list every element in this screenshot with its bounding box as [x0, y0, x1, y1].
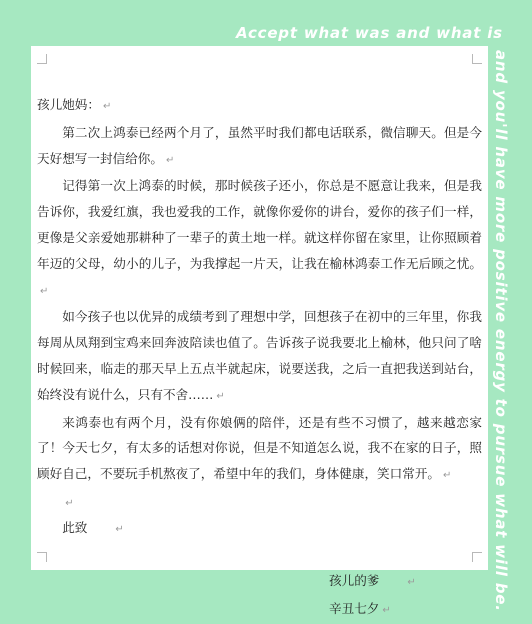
- paragraph-mark-icon: ↵: [407, 577, 416, 589]
- paragraph-mark-icon: ↵: [443, 470, 452, 482]
- letter-closing: 此致 ↵: [62, 519, 124, 535]
- letter-paragraph: 记得第一次上鸿泰的时候，那时候孩子还小，你总是不愿意让我来，但是我告诉你，我爱红旗，我也爱我的工作，就像你爱你的讲台，爱你的孩子们一样，更像是父亲爱她那耕种了一辈子的黄土地一样。就这样你留在家里，让你照顾着年迈的父母，幼小的儿子，为我撑起一片天，让我在榆林鸿泰工作无后顾之忧。↵: [37, 178, 482, 297]
- empty-line: [37, 489, 482, 515]
- margin-corner-mark: [37, 54, 47, 64]
- paragraph-mark-icon: ↵: [115, 523, 124, 535]
- paragraph-mark-icon: ↵: [165, 154, 175, 166]
- paragraph-mark-icon: ↵: [40, 285, 49, 297]
- letter-paragraph: 第二次上鸿泰已经两个月了，虽然平时我们都电话联系，微信聊天。但是今天好想写一封信给你。 ↵: [37, 124, 482, 166]
- empty-line: [37, 543, 482, 569]
- paragraph-mark-icon: ↵: [102, 101, 112, 112]
- margin-corner-mark: [472, 54, 482, 64]
- letter-greeting: 孩儿她妈： ↵: [37, 97, 112, 112]
- quote-tagline-side: and you'll have more positive energy to pursue what will be.: [492, 50, 510, 612]
- letter-paragraph: 来鸿泰也有两个月，没有你娘俩的陪伴，还是有些不习惯了，越来越恋家了！今天七夕，有太多的话想对你说，但是不知道怎么说，我不在家的日子，照顾好自己，不要玩手机熬夜了，希望中年的我们，身体健康，笑口常开。 ↵: [37, 414, 482, 482]
- paragraph-mark-icon: ↵: [216, 390, 225, 402]
- letter-paragraph: 如今孩子也以优异的成绩考到了理想中学，回想孩子在初中的三年里，你我每周从凤翔到宝鸡来回奔波陪读也值了。告诉孩子说我要北上榆林，他只问了啥时候回来，临走的那天早上五点半就起床，说要送我，之后一直把我送到站台，始终没有说什么，只有不舍…… ↵: [37, 309, 482, 402]
- letter-body: [37, 92, 482, 624]
- letter-signature: 孩儿的爹 ↵: [329, 573, 416, 589]
- letter-date: 辛丑七夕 ↵: [329, 601, 391, 617]
- paragraph-mark-icon: ↵: [382, 605, 391, 617]
- quote-tagline-top: Accept what was and what is: [236, 24, 503, 42]
- letter-page: [31, 46, 488, 617]
- paragraph-mark-icon: ↵: [65, 497, 74, 509]
